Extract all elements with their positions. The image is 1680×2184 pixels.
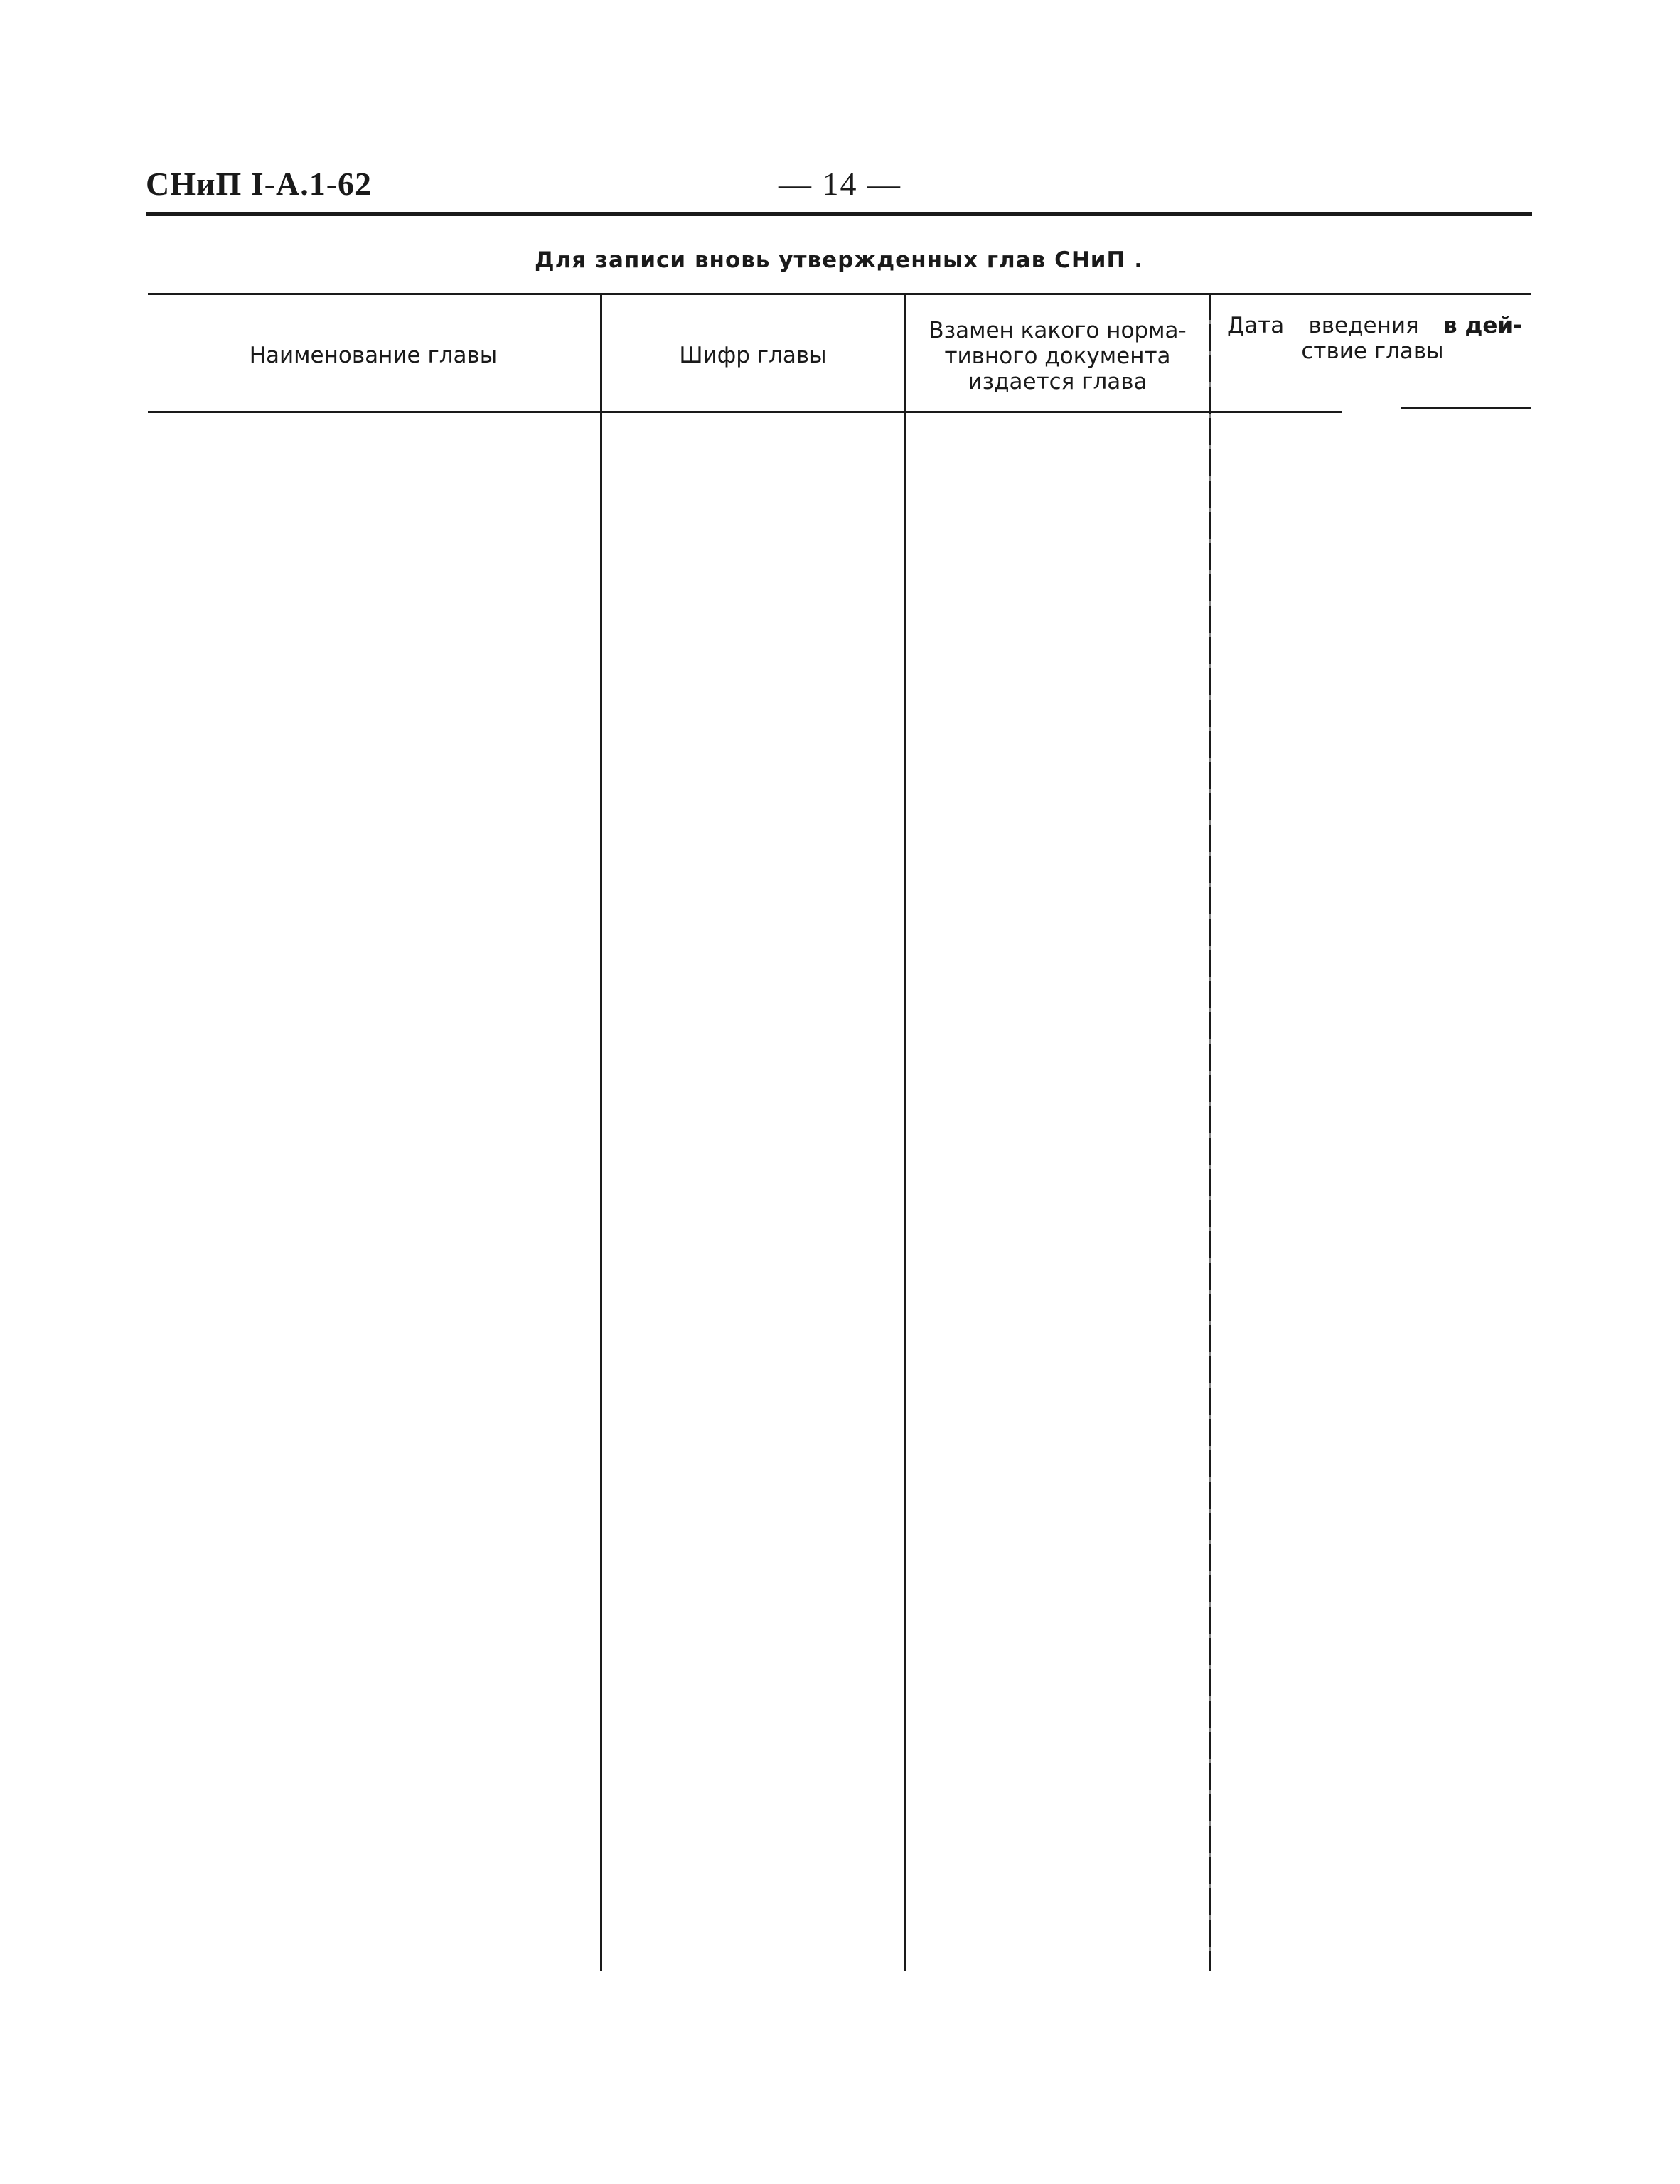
column-header-text: Наименование главы bbox=[249, 343, 498, 368]
column-header-line: тивного документа bbox=[944, 343, 1171, 369]
header-rule bbox=[146, 212, 1532, 216]
column-header-word: введения bbox=[1308, 313, 1419, 338]
column-divider-2 bbox=[904, 293, 906, 1971]
table-top-rule bbox=[148, 293, 1531, 295]
document-code: СНиП I-А.1-62 bbox=[146, 166, 373, 202]
table-header-bottom-rule bbox=[148, 411, 1342, 413]
column-header-text: Шифр главы bbox=[679, 343, 827, 368]
column-header-word: Дата bbox=[1227, 313, 1285, 338]
column-header-replaced-document bbox=[910, 303, 1205, 410]
column-header-line bbox=[1214, 313, 1531, 338]
column-divider-1 bbox=[600, 293, 602, 1971]
table-caption: Для записи вновь утвержденных глав СНиП . bbox=[534, 247, 1144, 273]
column-header-line: издается глава bbox=[968, 369, 1147, 395]
page-number: — 14 — bbox=[779, 166, 901, 202]
column-header-word: в дей- bbox=[1443, 313, 1522, 338]
column-header-line: Взамен какого норма- bbox=[929, 318, 1187, 343]
column-header-chapter-code bbox=[604, 306, 901, 405]
table-header-bottom-rule-right bbox=[1401, 407, 1531, 409]
column-header-line: ствие главы bbox=[1301, 338, 1444, 364]
column-header-chapter-name bbox=[149, 306, 597, 405]
column-header-effective-date bbox=[1214, 313, 1531, 377]
column-divider-3 bbox=[1209, 293, 1211, 1971]
